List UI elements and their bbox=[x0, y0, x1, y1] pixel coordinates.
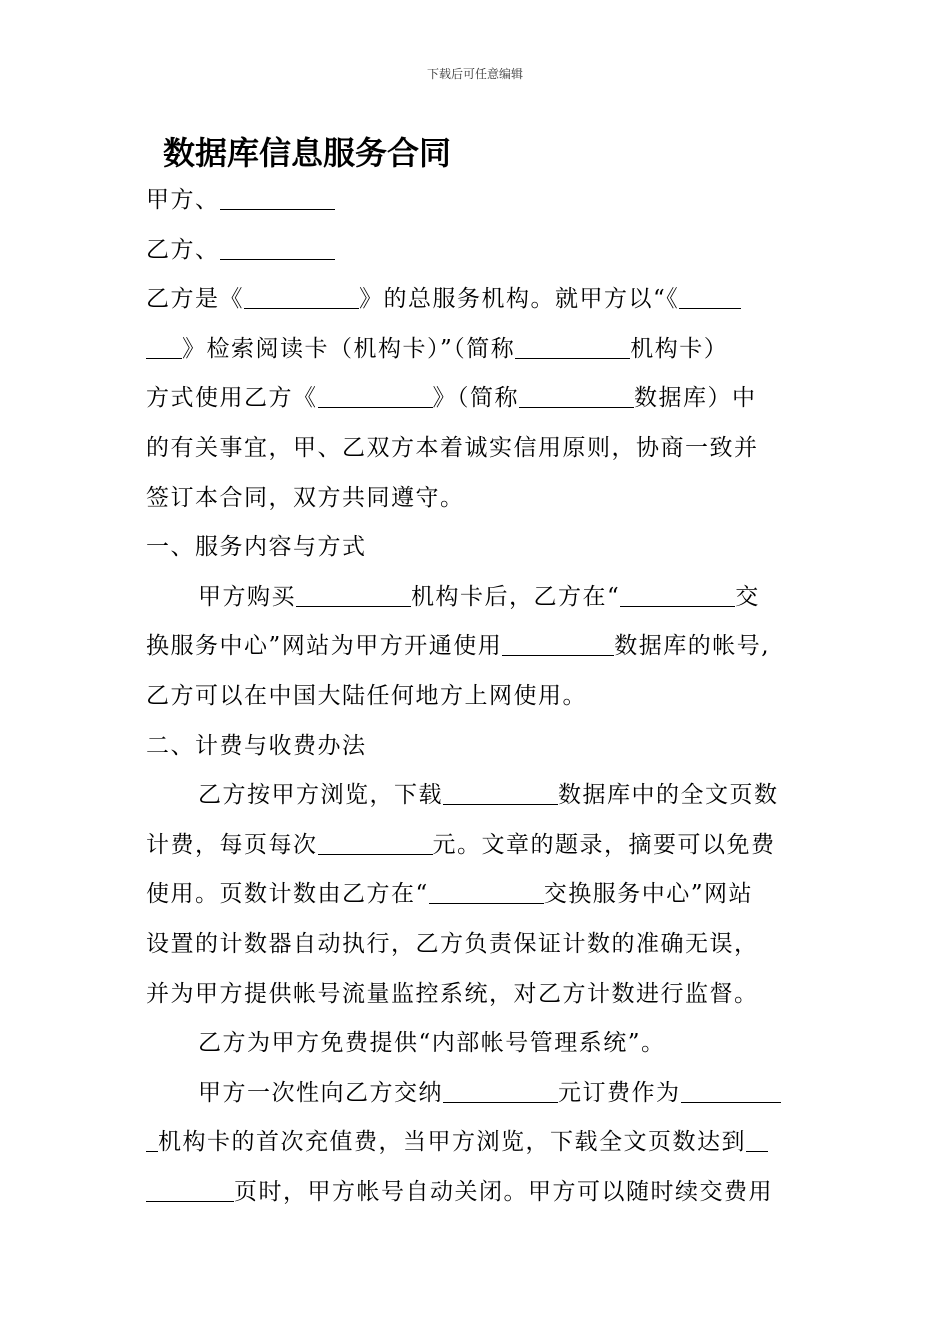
blank-field bbox=[681, 1080, 781, 1103]
document-title: 数据库信息服务合同 bbox=[163, 134, 452, 172]
blank-field bbox=[620, 584, 735, 607]
text-line: 计费，每页每次 元。文章的题录，摘要可以免费 bbox=[146, 831, 776, 858]
contract-body bbox=[146, 176, 810, 1217]
text-line: 使用。页数计数由乙方在“ 交换服务中心”网站 bbox=[146, 881, 754, 908]
text-line: 乙方按甲方浏览，下载 数据库中的全文页数 bbox=[198, 782, 779, 809]
text-line: 甲方购买 机构卡后，乙方在“ 交 bbox=[198, 583, 760, 610]
blank-field bbox=[146, 336, 182, 359]
text-line: 换服务中心”网站为甲方开通使用 数据库的帐号, bbox=[146, 633, 771, 660]
party-b-line: 乙方、 bbox=[146, 226, 810, 276]
blank-field bbox=[318, 385, 433, 408]
text-line: 乙方可以在中国大陆任何地方上网使用。 bbox=[146, 682, 587, 709]
blank-field bbox=[679, 286, 741, 309]
blank-field bbox=[296, 584, 411, 607]
text-line: 乙方为甲方免费提供“内部帐号管理系统”。 bbox=[198, 1030, 666, 1057]
blank-field bbox=[146, 1179, 234, 1202]
text-line: 设置的计数器自动执行，乙方负责保证计数的准确无误， bbox=[146, 930, 759, 957]
blank-field bbox=[502, 633, 614, 656]
blank-field bbox=[519, 385, 634, 408]
blank-field bbox=[746, 1129, 768, 1152]
party-a-line: 甲方、 bbox=[146, 176, 810, 226]
blank-field bbox=[220, 187, 335, 210]
text-line: 甲方一次性向乙方交纳 元订费作为 bbox=[146, 1069, 810, 1119]
text-line: 签订本合同，双方共同遵守。 bbox=[146, 484, 465, 511]
blank-field bbox=[318, 832, 433, 855]
blank-field bbox=[220, 237, 335, 260]
text-line: 方式使用乙方《 》（简称 数据库）中 bbox=[146, 385, 757, 412]
page-header-note: 下载后可任意编辑 bbox=[426, 67, 523, 81]
blank-field bbox=[146, 1129, 158, 1152]
text-line: 的有关事宜，甲、乙双方本着诚实信用原则，协商一致并 bbox=[146, 434, 759, 461]
section-heading: 二、计费与收费办法 bbox=[146, 732, 367, 759]
section-heading: 一、服务内容与方式 bbox=[146, 534, 367, 561]
text-line: 机构卡的首次充值费，当甲方浏览，下载全文页数达到 bbox=[146, 1118, 810, 1168]
blank-field bbox=[443, 782, 558, 805]
blank-field bbox=[244, 286, 359, 309]
blank-field bbox=[515, 336, 630, 359]
blank-field bbox=[429, 881, 544, 904]
text-line: 并为甲方提供帐号流量监控系统，对乙方计数进行监督。 bbox=[146, 980, 759, 1007]
blank-field bbox=[443, 1080, 558, 1103]
text-line: 》检索阅读卡（机构卡）”（简称 机构卡） bbox=[146, 325, 810, 375]
text-line: 页时，甲方帐号自动关闭。甲方可以随时续交费用 bbox=[146, 1168, 810, 1218]
text-line: 乙方是《 》的总服务机构。就甲方以“《 bbox=[146, 275, 810, 325]
